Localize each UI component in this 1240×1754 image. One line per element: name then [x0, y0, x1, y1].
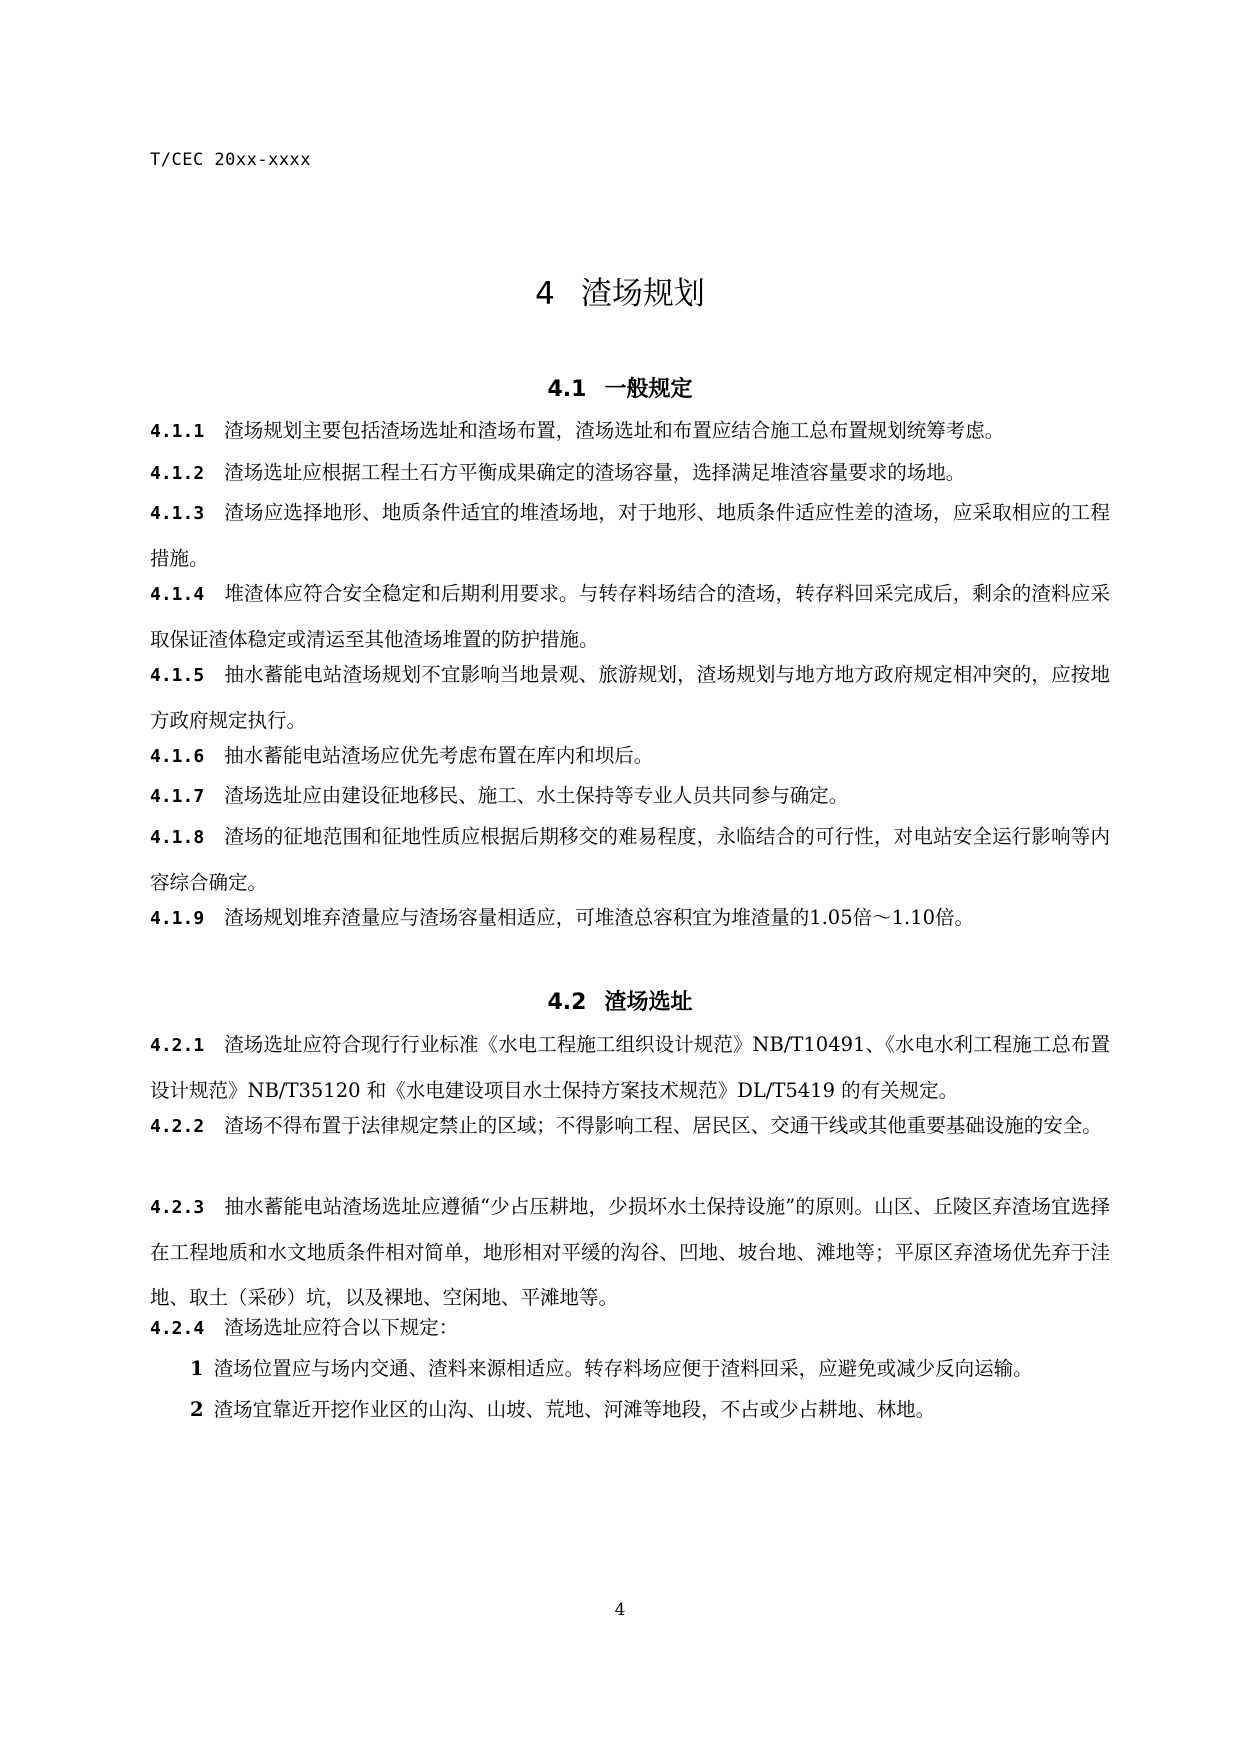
clause-number: 4.1.7: [150, 786, 205, 807]
list-item-text: 渣场位置应与场内交通、渣料来源相适应。转存料场应便于渣料回采，应避免或减少反向运输。: [213, 1357, 1033, 1380]
document-code-header: T/CEC 20xx-xxxx: [150, 150, 312, 170]
clause-number: 4.1.3: [150, 503, 205, 524]
clause-4-1-9: [150, 895, 1110, 941]
clause-number: 4.1.6: [150, 746, 205, 767]
section-heading-4-2: [0, 985, 1240, 1016]
clause-4-2-1: [150, 1022, 1110, 1113]
clause-number: 4.2.4: [150, 1318, 205, 1339]
section-number: 4.1: [547, 377, 587, 402]
section-title: 一般规定: [604, 377, 693, 402]
clause-number: 4.1.1: [150, 421, 205, 442]
clause-number: 4.1.8: [150, 827, 205, 848]
clause-4-1-3: [150, 490, 1110, 581]
clause-text: 渣场应选择地形、地质条件适宜的堆渣场地，对于地形、地质条件适应性差的渣场，应采取相应的工程措施。: [150, 501, 1110, 570]
section-heading-4-1: [0, 372, 1240, 403]
clause-text: 抽水蓄能电站渣场应优先考虑布置在库内和坝后。: [224, 744, 654, 767]
clause-text: 堆渣体应符合安全稳定和后期利用要求。与转存料场结合的渣场，转存料回采完成后，剩余的渣料应采取保证渣体稳定或清运至其他渣场堆置的防护措施。: [150, 582, 1110, 651]
clause-text: 抽水蓄能电站渣场选址应遵循“少占压耕地，少损坏水土保持设施”的原则。山区、丘陵区弃渣场宜选择在工程地质和水文地质条件相对简单，地形相对平缓的沟谷、凹地、坡台地、滩地等；平原区弃渣场优先弃于洼地、取土（采砂）坑，以及裸地、空闲地、平滩地等。: [150, 1195, 1110, 1309]
clause-text: 渣场选址应符合现行行业标准《水电工程施工组织设计规范》NB/T10491、《水电水利工程施工总布置设计规范》NB/T35120 和《水电建设项目水土保持方案技术规范》DL/T5419 的有关规定。: [150, 1033, 1110, 1102]
clause-number: 4.2.1: [150, 1035, 205, 1056]
clause-4-2-4: [150, 1305, 1110, 1351]
page-number: 4: [614, 1600, 626, 1620]
clause-4-1-1: [150, 408, 1110, 454]
section-number: 4.2: [547, 990, 587, 1015]
clause-4-2-3: [150, 1184, 1110, 1320]
clause-4-1-5: [150, 652, 1110, 743]
list-item-text: 渣场宜靠近开挖作业区的山沟、山坡、荒地、河滩等地段，不占或少占耕地、林地。: [213, 1398, 936, 1421]
clause-text: 渣场规划主要包括渣场选址和渣场布置，渣场选址和布置应结合施工总布置规划统筹考虑。: [224, 419, 1005, 442]
clause-4-1-4: [150, 571, 1110, 662]
section-title: 渣场选址: [604, 990, 693, 1015]
clause-number: 4.1.4: [150, 584, 205, 605]
clause-number: 4.2.2: [150, 1116, 205, 1137]
clause-number: 4.1.5: [150, 665, 205, 686]
chapter-number: 4: [535, 276, 555, 312]
clause-number: 4.1.2: [150, 463, 205, 484]
clause-4-1-8: [150, 814, 1110, 905]
list-item-1: [190, 1346, 1110, 1391]
clause-text: 渣场的征地范围和征地性质应根据后期移交的难易程度，永临结合的可行性，对电站安全运行影响等内容综合确定。: [150, 825, 1110, 894]
clause-text: 渣场不得布置于法律规定禁止的区域；不得影响工程、居民区、交通干线或其他重要基础设施的安全。: [224, 1114, 1102, 1137]
clause-text: 渣场选址应由建设征地移民、施工、水土保持等专业人员共同参与确定。: [224, 784, 849, 807]
list-item-2: [190, 1387, 1110, 1432]
clause-text: 渣场选址应根据工程土石方平衡成果确定的渣场容量，选择满足堆渣容量要求的场地。: [224, 461, 966, 484]
clause-4-1-7: [150, 773, 1110, 819]
clause-4-2-2: [150, 1103, 1110, 1149]
chapter-heading: [0, 268, 1240, 313]
clause-number: 4.2.3: [150, 1197, 205, 1218]
clause-text: 渣场选址应符合以下规定：: [224, 1316, 459, 1339]
list-item-number: 2: [190, 1398, 204, 1421]
list-item-number: 1: [190, 1357, 204, 1380]
clause-text: 抽水蓄能电站渣场规划不宜影响当地景观、旅游规划，渣场规划与地方地方政府规定相冲突的，应按地方政府规定执行。: [150, 663, 1110, 732]
clause-text: 渣场规划堆弃渣量应与渣场容量相适应，可堆渣总容积宜为堆渣量的1.05倍～1.10倍。: [224, 906, 975, 929]
clause-number: 4.1.9: [150, 908, 205, 929]
chapter-title: 渣场规划: [580, 276, 705, 312]
